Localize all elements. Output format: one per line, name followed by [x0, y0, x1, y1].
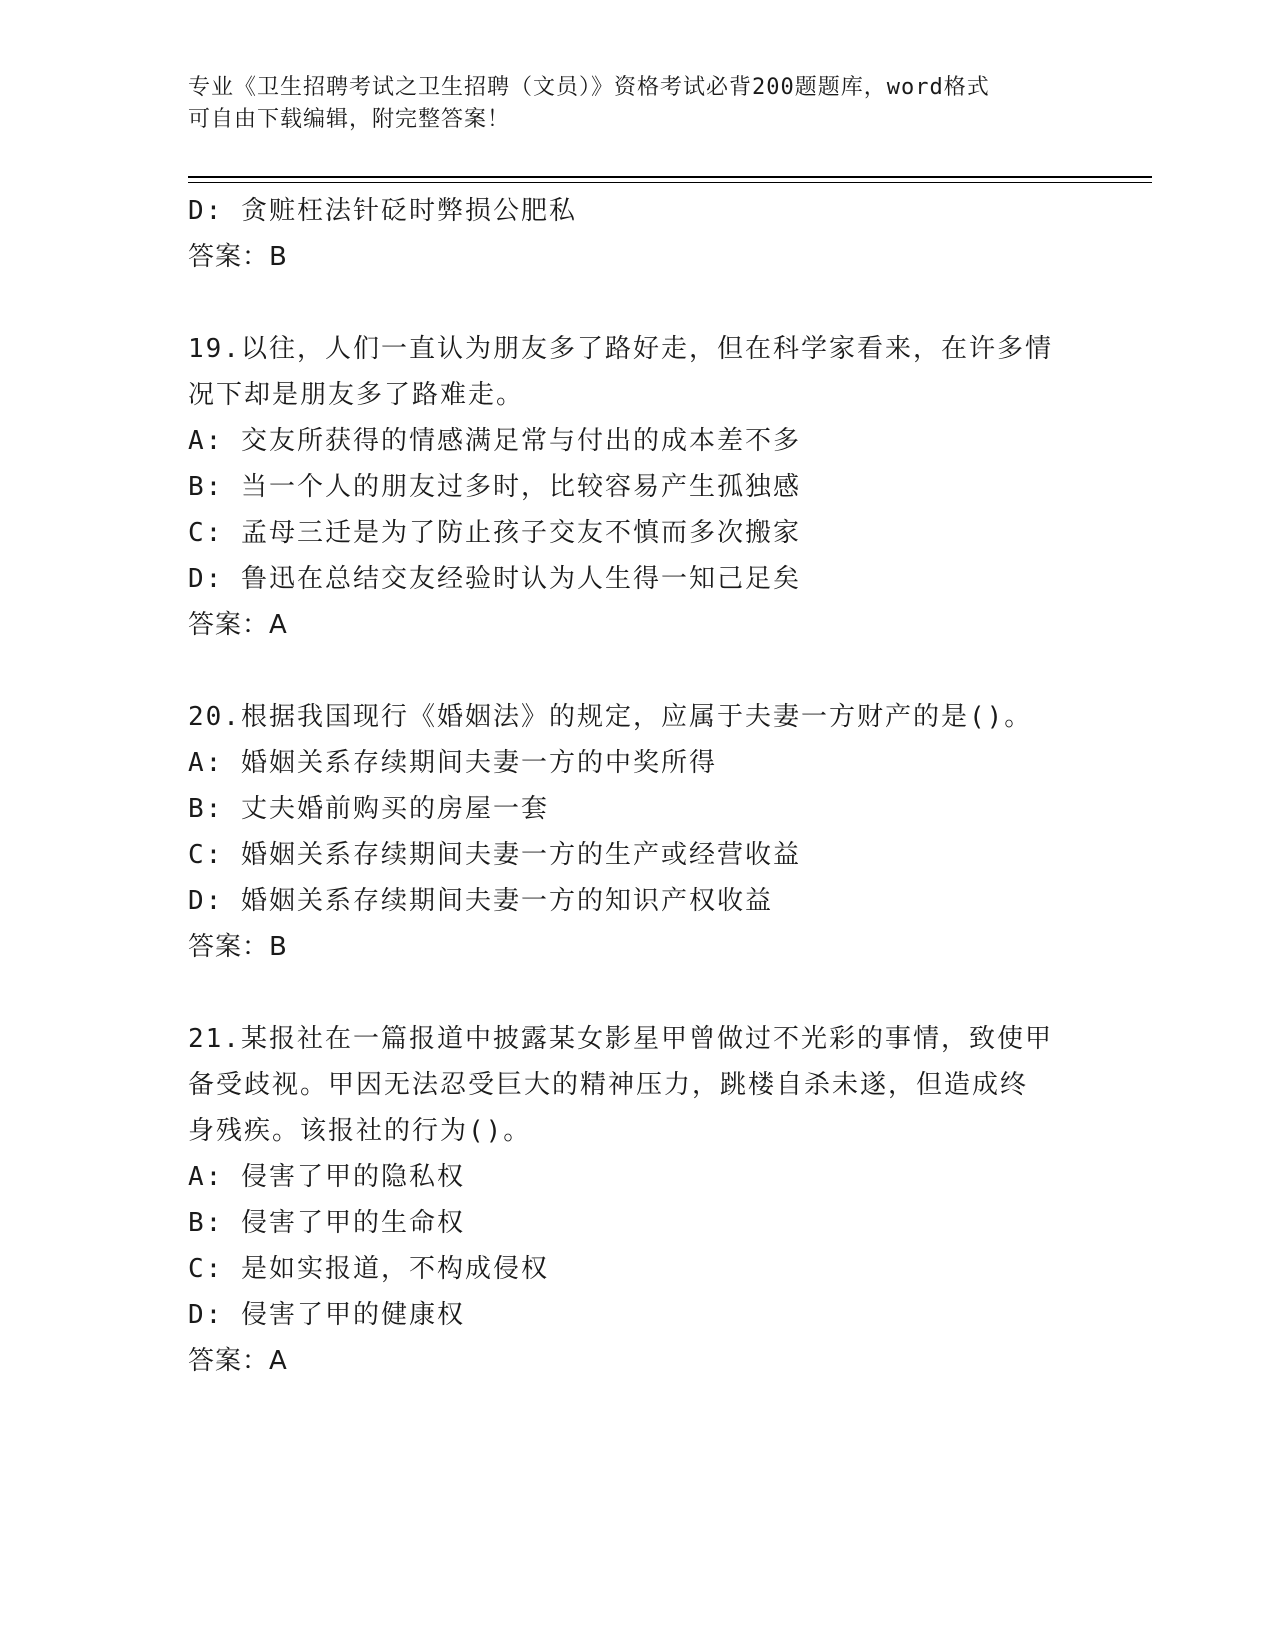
answer-line: 答案：B: [188, 242, 288, 272]
option-d: D: 鲁迅在总结交友经验时认为人生得一知己足矣: [188, 564, 801, 594]
option-d: D: 侵害了甲的健康权: [188, 1300, 465, 1330]
option-d: D: 贪赃枉法针砭时弊损公肥私: [188, 196, 577, 226]
spacer: [188, 280, 1088, 326]
option-a: A: 婚姻关系存续期间夫妻一方的中奖所得: [188, 748, 717, 778]
question-stem-line: 19.以往，人们一直认为朋友多了路好走，但在科学家看来，在许多情: [188, 334, 1053, 364]
option-d: D: 婚姻关系存续期间夫妻一方的知识产权收益: [188, 886, 773, 916]
option-c: C: 孟母三迁是为了防止孩子交友不慎而多次搬家: [188, 518, 801, 548]
option-b: B: 当一个人的朋友过多时，比较容易产生孤独感: [188, 472, 801, 502]
option-c: C: 是如实报道，不构成侵权: [188, 1254, 549, 1284]
header-rule-thick: [188, 176, 1152, 178]
question-stem-line: 21.某报社在一篇报道中披露某女影星甲曾做过不光彩的事情，致使甲: [188, 1024, 1053, 1054]
header-rule-thin: [188, 182, 1152, 183]
option-c: C: 婚姻关系存续期间夫妻一方的生产或经营收益: [188, 840, 801, 870]
question-stem-line: 20.根据我国现行《婚姻法》的规定，应属于夫妻一方财产的是()。: [188, 702, 1033, 732]
option-a: A: 侵害了甲的隐私权: [188, 1162, 465, 1192]
answer-line: 答案：B: [188, 932, 288, 962]
question-19: [188, 326, 1088, 648]
option-b: B: 丈夫婚前购买的房屋一套: [188, 794, 549, 824]
question-stem-line: 况下却是朋友多了路难走。: [188, 380, 525, 410]
document-header: [188, 72, 1088, 136]
question-20: [188, 694, 1088, 970]
header-line: 可自由下载编辑，附完整答案！: [188, 107, 511, 132]
question-list: [188, 188, 1088, 1384]
option-a: A: 交友所获得的情感满足常与付出的成本差不多: [188, 426, 801, 456]
answer-line: 答案：A: [188, 610, 288, 640]
question-stem-line: 身残疾。该报社的行为()。: [188, 1116, 532, 1146]
spacer: [188, 970, 1088, 1016]
question-stem-line: 备受歧视。甲因无法忍受巨大的精神压力，跳楼自杀未遂，但造成终: [188, 1070, 1029, 1100]
spacer: [188, 648, 1088, 694]
answer-line: 答案：A: [188, 1346, 288, 1376]
question-21: [188, 1016, 1088, 1384]
header-line: 专业《卫生招聘考试之卫生招聘（文员）》资格考试必背200题题库，word格式: [188, 75, 990, 100]
option-b: B: 侵害了甲的生命权: [188, 1208, 465, 1238]
